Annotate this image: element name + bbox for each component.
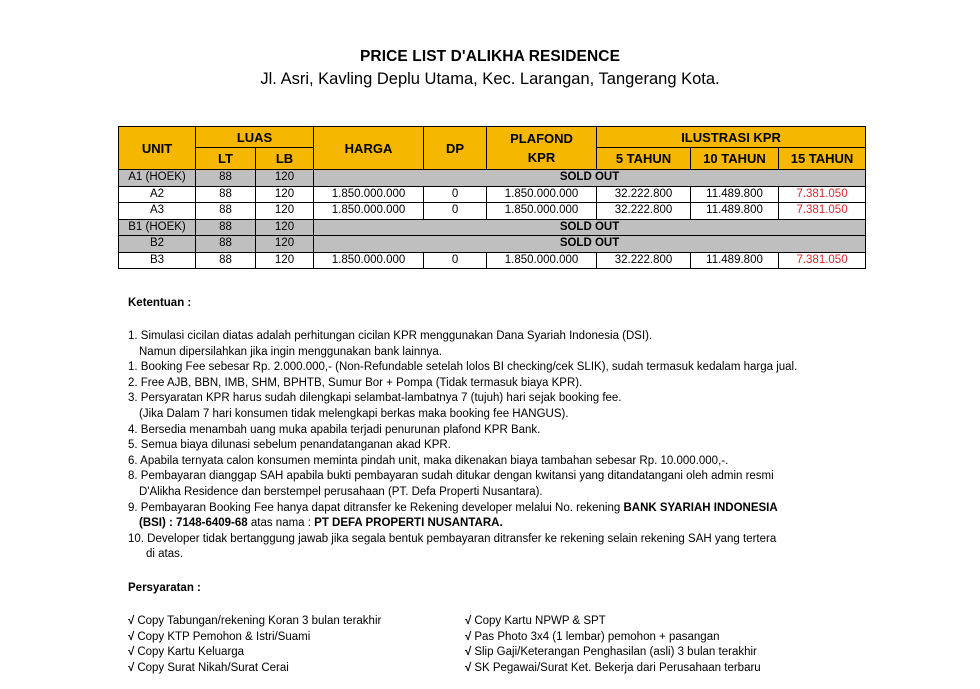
header-plafond-line2: KPR — [527, 150, 556, 165]
ketentuan-line: 3. Persyaratan KPR harus sudah dilengkapi selambat-lambatnya 7 (tujuh) hari sejak booking fee. — [128, 392, 622, 405]
table-row — [119, 252, 866, 269]
check-icon: √ — [128, 615, 135, 627]
cell-harga: 1.850.000.000 — [314, 186, 424, 203]
cell-lb: 120 — [256, 219, 314, 236]
cell-5-tahun: 32.222.800 — [597, 203, 691, 220]
cell-lt: 88 — [196, 203, 256, 220]
account-holder: PT DEFA PROPERTI NUSANTARA. — [314, 517, 503, 530]
ketentuan-line: D'Alikha Residence dan berstempel perusahaan (PT. Defa Properti Nusantara). — [139, 485, 543, 498]
ketentuan-line: di atas. — [146, 548, 184, 561]
check-icon: √ — [465, 615, 472, 627]
header-plafond-line1: PLAFOND — [510, 131, 573, 146]
persyaratan-right-list — [465, 614, 761, 676]
cell-15-tahun: 7.381.050 — [779, 203, 866, 220]
ketentuan-line — [128, 516, 828, 532]
ketentuan-heading: Ketentuan : — [128, 297, 192, 309]
ketentuan-line: 5. Semua biaya dilunasi sebelum penandatanganan akad KPR. — [128, 439, 451, 452]
list-item-text: Copy Kartu Keluarga — [137, 646, 245, 659]
list-item-text: Pas Photo 3x4 (1 lembar) pemohon + pasangan — [474, 630, 720, 643]
header-lt: LT — [196, 148, 256, 170]
ketentuan-line: Namun dipersilahkan jika ingin menggunakan bank lainnya. — [139, 345, 443, 358]
cell-dp: 0 — [424, 186, 487, 203]
cell-plafond: 1.850.000.000 — [487, 203, 597, 220]
ketentuan-line: 10. Developer tidak bertanggung jawab jika segala bentuk pembayaran ditransfer ke rekening selain rekening SAH yang tertera — [128, 532, 777, 545]
list-item-text: Copy Surat Nikah/Surat Cerai — [137, 661, 289, 674]
cell-lt: 88 — [196, 219, 256, 236]
account-number: (BSI) : 7148-6409-68 — [139, 517, 248, 530]
cell-unit: A1 (HOEK) — [119, 170, 196, 187]
list-item — [128, 661, 381, 677]
ketentuan-line: 4. Bersedia menambah uang muka apabila terjadi penurunan plafond KPR Bank. — [128, 423, 541, 436]
cell-unit: B1 (HOEK) — [119, 219, 196, 236]
cell-unit: A3 — [119, 203, 196, 220]
cell-5-tahun: 32.222.800 — [597, 252, 691, 269]
cell-harga: 1.850.000.000 — [314, 203, 424, 220]
header-15-tahun: 15 TAHUN — [779, 148, 866, 170]
cell-15-tahun: 7.381.050 — [779, 186, 866, 203]
list-item-text: Slip Gaji/Keterangan Penghasilan (asli) 3 bulan terakhir — [474, 646, 757, 659]
cell-plafond: 1.850.000.000 — [487, 186, 597, 203]
page-subtitle-address: Jl. Asri, Kavling Deplu Utama, Kec. Larangan, Tangerang Kota. — [260, 70, 720, 88]
list-item — [128, 614, 381, 630]
cell-dp: 0 — [424, 252, 487, 269]
header-luas: LUAS — [196, 127, 314, 148]
header-unit: UNIT — [119, 127, 196, 170]
bank-name: BANK SYARIAH INDONESIA — [623, 501, 778, 514]
cell-lb: 120 — [256, 170, 314, 187]
cell-5-tahun: 32.222.800 — [597, 186, 691, 203]
cell-plafond: 1.850.000.000 — [487, 252, 597, 269]
check-icon: √ — [465, 630, 472, 643]
list-item — [128, 630, 381, 646]
list-item — [465, 614, 761, 630]
cell-unit: B2 — [119, 236, 196, 253]
check-icon: √ — [465, 646, 472, 659]
list-item — [465, 661, 761, 677]
check-icon: √ — [128, 630, 135, 643]
page-title: PRICE LIST D'ALIKHA RESIDENCE — [359, 48, 621, 65]
sold-out-label: SOLD OUT — [314, 170, 866, 187]
ketentuan-text: atas nama : — [247, 517, 315, 530]
cell-10-tahun: 11.489.800 — [691, 186, 779, 203]
cell-15-tahun: 7.381.050 — [779, 252, 866, 269]
persyaratan-heading: Persyaratan : — [128, 582, 201, 594]
table-row — [119, 236, 866, 253]
price-table — [118, 126, 866, 269]
ketentuan-line — [128, 501, 828, 517]
ketentuan-line: 6. Apabila ternyata calon konsumen meminta pindah unit, maka dikenakan biaya tambahan sebesar Rp. 10.000.000,-. — [128, 454, 729, 467]
list-item-text: Copy Kartu NPWP & SPT — [474, 615, 606, 627]
cell-lb: 120 — [256, 186, 314, 203]
cell-lt: 88 — [196, 252, 256, 269]
list-item — [465, 645, 761, 661]
ketentuan-section — [128, 297, 828, 563]
check-icon: √ — [128, 646, 135, 659]
table-row — [119, 170, 866, 187]
cell-lt: 88 — [196, 170, 256, 187]
cell-lb: 120 — [256, 203, 314, 220]
table-row — [119, 203, 866, 220]
header-harga: HARGA — [314, 127, 424, 170]
cell-lt: 88 — [196, 236, 256, 253]
persyaratan-left-list — [128, 614, 381, 676]
header-dp: DP — [424, 127, 487, 170]
ketentuan-line: 1. Booking Fee sebesar Rp. 2.000.000,- (Non-Refundable setelah lolos BI checking/cek SLIK), sudah termasuk kedalam harga jual. — [128, 361, 798, 374]
sold-out-label: SOLD OUT — [314, 236, 866, 253]
header-10-tahun: 10 TAHUN — [691, 148, 779, 170]
list-item-text: Copy Tabungan/rekening Koran 3 bulan terakhir — [137, 615, 382, 627]
ketentuan-text: 9. Pembayaran Booking Fee hanya dapat ditransfer ke Rekening developer melalui No. rekening — [128, 501, 624, 514]
table-row — [119, 219, 866, 236]
cell-unit: A2 — [119, 186, 196, 203]
table-row — [119, 186, 866, 203]
list-item-text: SK Pegawai/Surat Ket. Bekerja dari Perusahaan terbaru — [474, 661, 761, 674]
check-icon: √ — [465, 661, 472, 674]
list-item — [128, 645, 381, 661]
ketentuan-line: 8. Pembayaran dianggap SAH apabila bukti pembayaran sudah ditukar dengan kwitansi yang ditandatangani oleh admin resmi — [128, 470, 774, 483]
cell-unit: B3 — [119, 252, 196, 269]
cell-10-tahun: 11.489.800 — [691, 203, 779, 220]
cell-lb: 120 — [256, 252, 314, 269]
cell-lb: 120 — [256, 236, 314, 253]
cell-dp: 0 — [424, 203, 487, 220]
header-plafond-kpr — [487, 127, 597, 170]
ketentuan-line: 2. Free AJB, BBN, IMB, SHM, BPHTB, Sumur Bor + Pompa (Tidak termasuk biaya KPR). — [128, 376, 583, 389]
header-lb: LB — [256, 148, 314, 170]
cell-harga: 1.850.000.000 — [314, 252, 424, 269]
list-item — [465, 630, 761, 646]
header-ilustrasi-kpr: ILUSTRASI KPR — [597, 127, 866, 148]
cell-10-tahun: 11.489.800 — [691, 252, 779, 269]
cell-lt: 88 — [196, 186, 256, 203]
ketentuan-line: (Jika Dalam 7 hari konsumen tidak melengkapi berkas maka booking fee HANGUS). — [139, 407, 569, 420]
header-5-tahun: 5 TAHUN — [597, 148, 691, 170]
check-icon: √ — [128, 661, 135, 674]
sold-out-label: SOLD OUT — [314, 219, 866, 236]
list-item-text: Copy KTP Pemohon & Istri/Suami — [137, 630, 311, 643]
ketentuan-line: 1. Simulasi cicilan diatas adalah perhitungan cicilan KPR menggunakan Dana Syariah Indonesia (DSI). — [128, 330, 653, 342]
